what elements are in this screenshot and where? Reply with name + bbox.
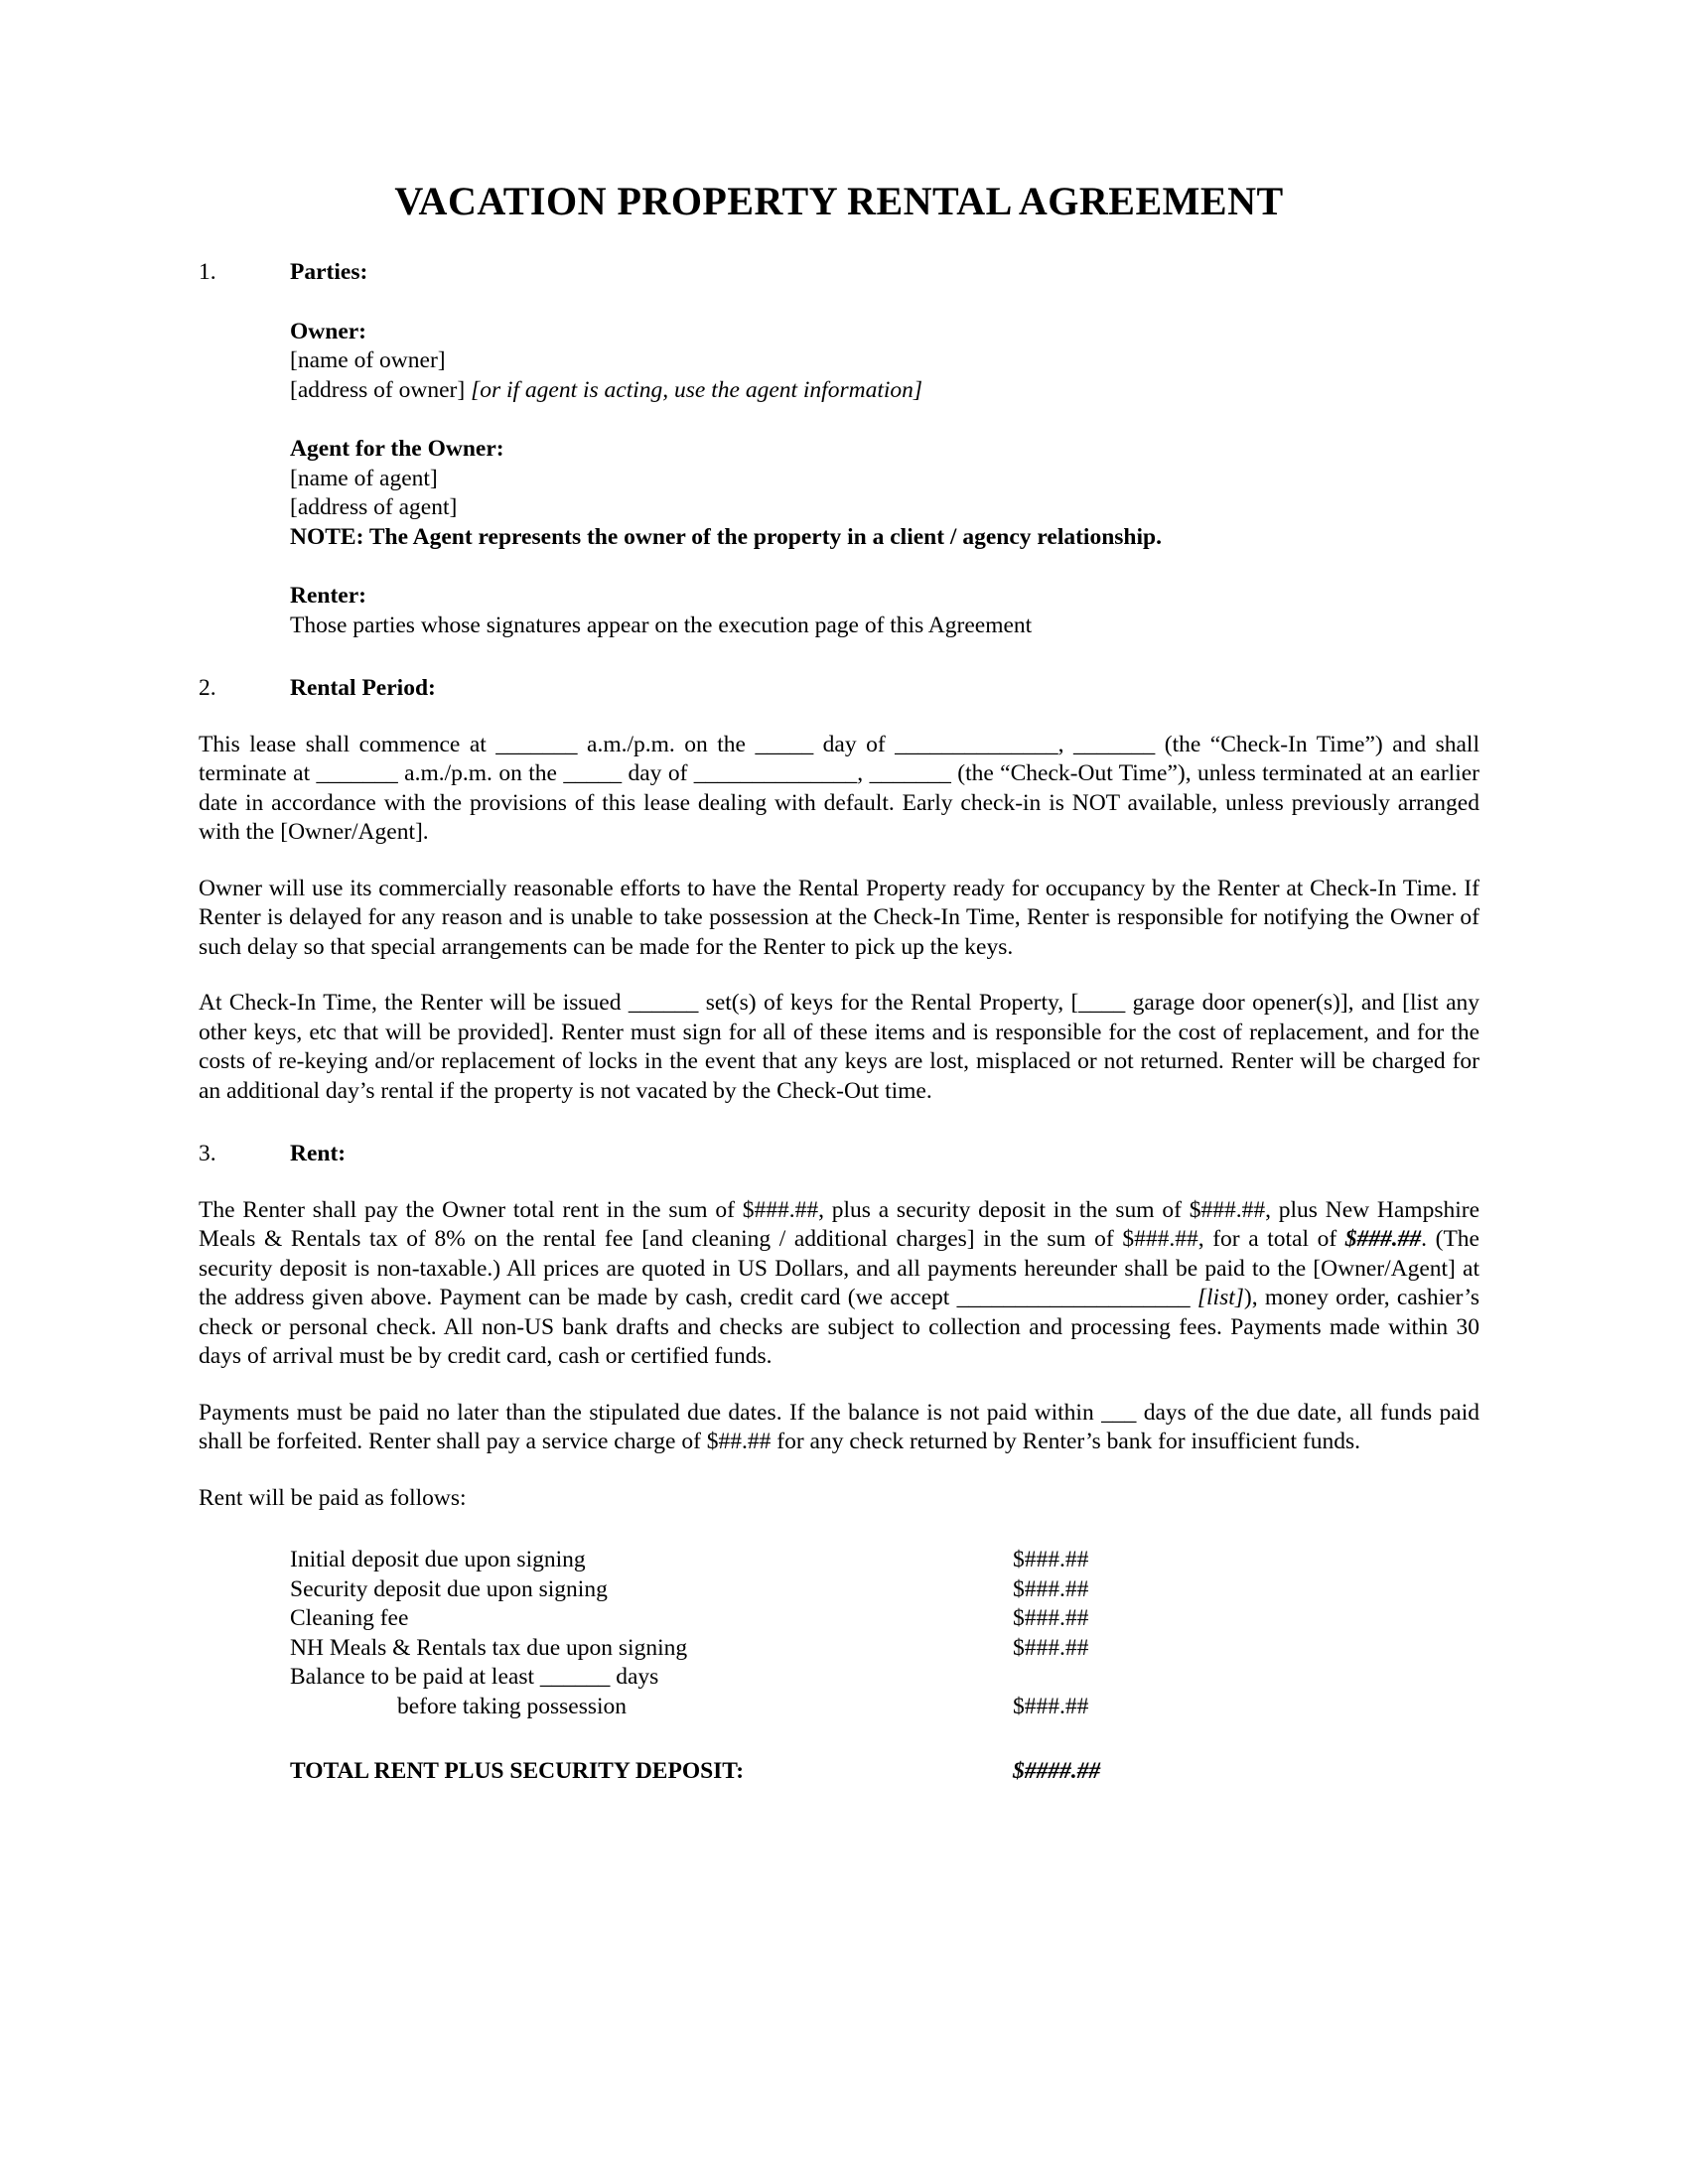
document-title: VACATION PROPERTY RENTAL AGREEMENT [394,179,1284,223]
rent-paragraph-1-text: The Renter shall pay the Owner total rent in the sum of $###.##, plus a security deposit in the sum of $###.##, plus New Hampshire Meals & Rentals tax of 8% on the rental fee [and cleaning / additional charges] in the sum of $###.##, for a total of [199,1196,1479,1252]
section-rent-heading [199,1140,1479,1169]
schedule-item-amount: $###.## [1013,1605,1089,1631]
agent-label: Agent for the Owner: [290,436,504,462]
agent-note: NOTE: The Agent represents the owner of the property in a client / agency relationship. [290,523,1162,550]
section-number: 1. [199,259,216,285]
section-number: 3. [199,1141,216,1166]
total-label: TOTAL RENT PLUS SECURITY DEPOSIT: [290,1758,745,1784]
section-title: Parties: [290,259,368,285]
schedule-item-amount: $###.## [1013,1575,1089,1602]
rent-paragraph-1 [199,1196,1479,1372]
rental-period-paragraph-1: This lease shall commence at _______ a.m./p.m. on the _____ day of ______________, _______ (the “Check-In Time”) and shall terminate at _______ a.m./p.m. on the _____ day of ______________, _______ (the “Check-Out Time”), unless terminated at an earlier date in accordance with the provisions of this lease dealing with default. Early check-in is NOT available, unless previously arranged with the [Owner/Agent]. [199,731,1479,845]
owner-address-note: [or if agent is acting, use the agent information] [471,376,923,403]
schedule-row [290,1634,1479,1664]
owner-name-placeholder: [name of owner] [290,347,446,373]
section-number: 2. [199,675,216,701]
payment-schedule [199,1546,1479,1721]
schedule-row [290,1693,1479,1722]
rent-total-placeholder: $###.## [1344,1226,1422,1252]
renter-block [290,582,1479,640]
owner-block [290,318,1479,406]
agent-block [290,435,1479,552]
rental-period-paragraph-2: Owner will use its commercially reasonable efforts to have the Rental Property ready for occupancy by the Renter at Check-In Time. If Renter is delayed for any reason and is unable to take possession at the Check-In Time, Renter is responsible for notifying the Owner of such delay so that special arrangements can be made for the Renter to pick up the keys. [199,875,1479,960]
owner-address-line [290,376,1479,406]
agent-address-placeholder: [address of agent] [290,494,458,520]
renter-text: Those parties whose signatures appear on the execution page of this Agreement [290,612,1033,638]
schedule-row [290,1663,1479,1693]
schedule-item-label: Cleaning fee [290,1605,409,1631]
schedule-row [290,1546,1479,1575]
schedule-item-label: before taking possession [397,1693,628,1719]
rent-paragraph-2: Payments must be paid no later than the stipulated due dates. If the balance is not paid within ___ days of the due date, all funds paid shall be forfeited. Renter shall pay a service charge of $##.## for any check returned by Renter’s bank for insufficient funds. [199,1399,1479,1454]
card-list-placeholder: [list] [1196,1285,1244,1310]
rent-schedule-intro: Rent will be paid as follows: [199,1484,467,1511]
section-rental-period-heading [199,674,1479,704]
total-row [290,1757,1479,1787]
rent-paragraph-1-text: . (The security deposit is non-taxable.) All prices are quoted in US Dollars, and all payments hereunder shall be paid to the [Owner/Agent] at the address given above. Payment can be made by cash, credit card (we accept ____________________ [199,1226,1479,1310]
schedule-item-amount: $###.## [1013,1634,1089,1661]
schedule-item-amount: $###.## [1013,1693,1089,1719]
schedule-row [290,1575,1479,1605]
schedule-item-label: Security deposit due upon signing [290,1575,608,1602]
schedule-item-amount: $###.## [1013,1547,1089,1572]
section-title: Rent: [290,1141,347,1166]
section-parties-heading [199,258,1479,288]
renter-label: Renter: [290,583,366,609]
agent-name-placeholder: [name of agent] [290,465,438,491]
total-amount: $####.## [1013,1758,1101,1784]
owner-address-placeholder: [address of owner] [290,376,472,403]
schedule-row [290,1604,1479,1634]
schedule-item-label: NH Meals & Rentals tax due upon signing [290,1634,688,1661]
rental-period-paragraph-3: At Check-In Time, the Renter will be issued ______ set(s) of keys for the Rental Property, [____ garage door opener(s)], and [list any other keys, etc that will be provided]. Renter must sign for all of these items and is responsible for the cost of replacement, and for the costs of re-keying and/or replacement of locks in the event that any keys are lost, misplaced or not returned. Renter will be charged for an additional day’s rental if the property is not vacated by the Check-Out time. [199,990,1479,1104]
schedule-item-label: Initial deposit due upon signing [290,1547,586,1572]
rent-paragraph-1-text: ), money order, cashier’s check or personal check. All non-US bank drafts and checks are subject to collection and processing fees. Payments made within 30 days of arrival must be by credit card, cash or certified funds. [199,1285,1480,1369]
schedule-item-label: Balance to be paid at least ______ days [290,1664,659,1690]
owner-label: Owner: [290,318,367,344]
section-title: Rental Period: [290,675,436,701]
